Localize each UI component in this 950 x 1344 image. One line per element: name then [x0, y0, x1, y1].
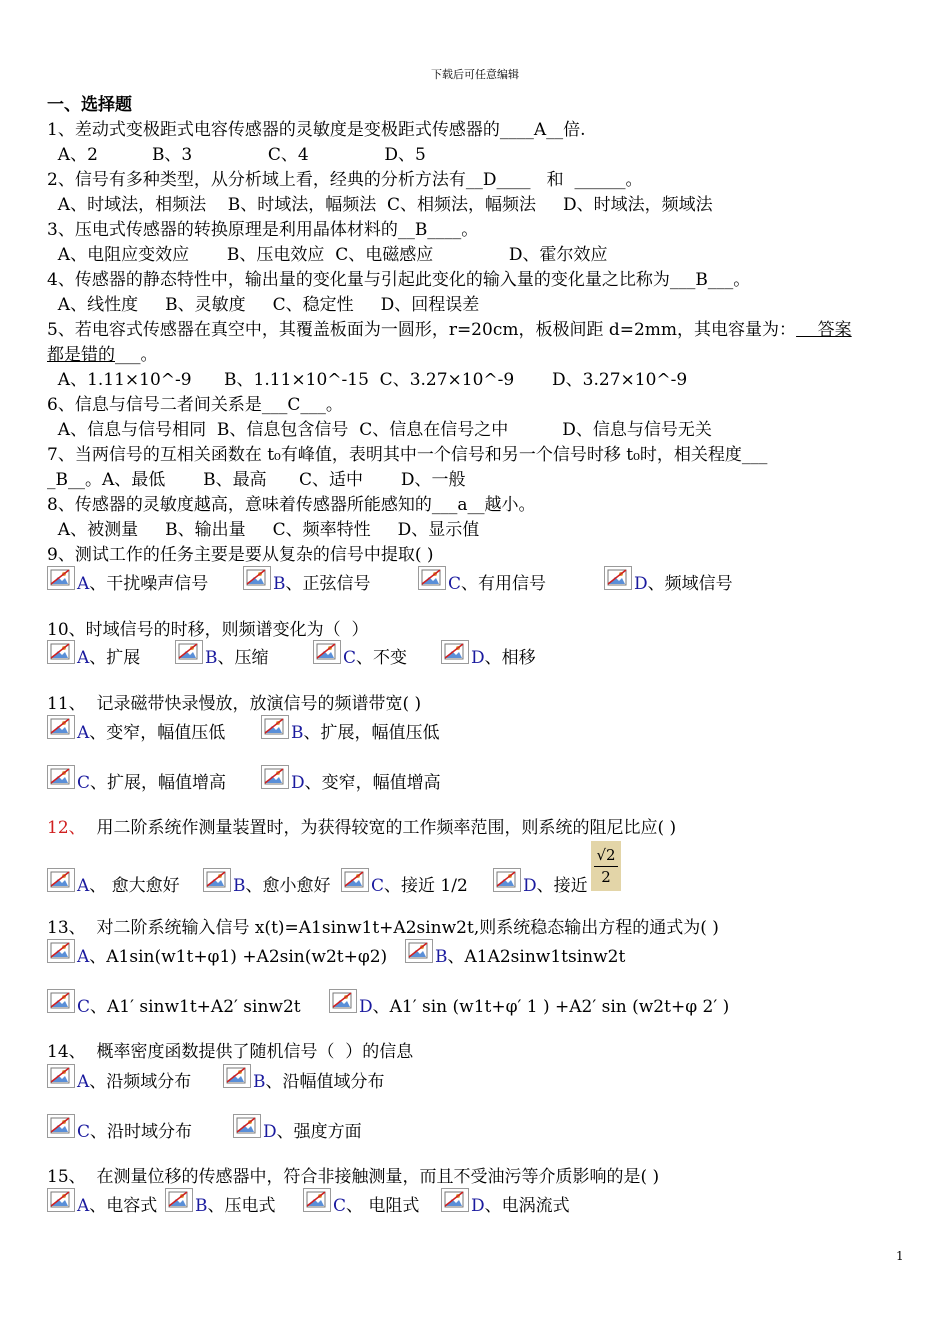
question-11: 11、 记录磁带快录慢放，放演信号的频谱带宽( ) — [47, 694, 422, 714]
broken-image-icon — [47, 868, 75, 892]
question-12 — [47, 818, 676, 838]
broken-image-icon — [47, 939, 75, 963]
question-14: 14、 概率密度函数提供了随机信号（ ）的信息 — [47, 1042, 414, 1062]
option-text: 、干扰噪声信号 — [89, 574, 209, 594]
option-text: 、 愈大愈好 — [89, 876, 180, 896]
broken-image-icon — [604, 566, 632, 590]
option-text: 、沿时域分布 — [90, 1122, 193, 1142]
question-9: 9、测试工作的任务主要是要从复杂的信号中提取( ) — [47, 545, 434, 565]
q9-option-a — [77, 574, 208, 594]
q12-option-d — [523, 876, 588, 896]
broken-image-icon — [47, 1188, 75, 1212]
option-text: 、强度方面 — [276, 1122, 362, 1142]
option-text: 、有用信号 — [461, 574, 547, 594]
option-letter: B — [253, 1072, 266, 1092]
option-text: 、 电阻式 — [346, 1196, 420, 1216]
q10-option-c — [343, 648, 407, 668]
option-text: 、变窄，幅值增高 — [304, 773, 441, 793]
option-text: 、不变 — [356, 648, 408, 668]
option-text: 、正弦信号 — [285, 574, 371, 594]
question-5-blank: ___。 — [115, 345, 158, 365]
q9-option-b — [273, 574, 371, 594]
q13-option-b — [435, 947, 625, 967]
question-5-options: A、1.11×10^-9 B、1.11×10^-15 C、3.27×10^-9 D、3.27×10^-9 — [47, 370, 688, 390]
question-4: 4、传感器的静态特性中，输出量的变化量与引起此变化的输入量的变化量之比称为___B___。 — [47, 270, 751, 290]
broken-image-icon — [313, 640, 341, 664]
option-text: 、接近 — [536, 876, 588, 896]
option-letter: C — [77, 773, 91, 793]
option-letter: A — [77, 876, 90, 896]
question-15: 15、 在测量位移的传感器中，符合非接触测量，而且不受油污等介质影响的是( ) — [47, 1167, 660, 1187]
q9-option-d — [634, 574, 733, 594]
option-letter: A — [77, 723, 90, 743]
question-5 — [47, 320, 852, 340]
option-letter: B — [233, 876, 246, 896]
broken-image-icon — [261, 715, 289, 739]
option-letter: A — [77, 1196, 90, 1216]
option-letter: C — [77, 997, 91, 1017]
question-5-answer-note: 答案 — [796, 320, 852, 340]
option-letter: B — [205, 648, 218, 668]
question-7-cont: _B__。A、最低 B、最高 C、适中 D、一般 — [47, 470, 466, 490]
option-text: 、压缩 — [217, 648, 269, 668]
option-letter: D — [523, 876, 537, 896]
q11-option-c — [77, 773, 226, 793]
broken-image-icon — [175, 640, 203, 664]
option-text: 、A1A2sinw1tsinw2t — [447, 947, 626, 967]
q10-option-b — [205, 648, 269, 668]
option-letter: D — [471, 1196, 485, 1216]
option-text: 、扩展，幅值压低 — [303, 723, 440, 743]
q11-option-a — [77, 723, 225, 743]
broken-image-icon — [47, 1064, 75, 1088]
option-text: 、A1′ sinw1t+A2′ sinw2t — [90, 997, 301, 1017]
option-text: 、相移 — [484, 648, 536, 668]
question-2-options: A、时域法，相频法 B、时域法，幅频法 C、相频法，幅频法 D、时域法，频域法 — [47, 195, 713, 215]
option-letter: D — [263, 1122, 277, 1142]
option-letter: A — [77, 1072, 90, 1092]
question-12-number: 12、 — [47, 818, 86, 838]
question-1: 1、差动式变极距式电容传感器的灵敏度是变极距式传感器的____A__倍. — [47, 120, 586, 140]
page-header: 下载后可任意编辑 — [431, 68, 519, 81]
broken-image-icon — [418, 566, 446, 590]
option-text: 、沿幅值域分布 — [265, 1072, 385, 1092]
q14-option-a — [77, 1072, 191, 1092]
question-1-options: A、2 B、3 C、4 D、5 — [47, 145, 426, 165]
section-title: 一、选择题 — [47, 95, 132, 115]
question-4-options: A、线性度 B、灵敏度 C、稳定性 D、回程误差 — [47, 295, 480, 315]
q10-option-d — [471, 648, 536, 668]
broken-image-icon — [165, 1188, 193, 1212]
question-8-options: A、被测量 B、输出量 C、频率特性 D、显示值 — [47, 520, 480, 540]
question-8: 8、传感器的灵敏度越高，意味着传感器所能感知的___a__越小。 — [47, 495, 536, 515]
question-3: 3、压电式传感器的转换原理是利用晶体材料的__B____。 — [47, 220, 479, 240]
option-letter: A — [77, 574, 90, 594]
option-text: 、A1′ sin (w1t+φ′ 1 ) +A2′ sin (w2t+φ 2′ ) — [372, 997, 730, 1017]
option-text: 、愈小愈好 — [245, 876, 331, 896]
option-letter: D — [291, 773, 305, 793]
q14-option-d — [263, 1122, 362, 1142]
formula-numerator: √2 — [594, 845, 618, 867]
q15-option-a — [77, 1196, 157, 1216]
option-letter: B — [273, 574, 286, 594]
option-text: 、沿频域分布 — [89, 1072, 192, 1092]
broken-image-icon — [303, 1188, 331, 1212]
q15-option-b — [195, 1196, 276, 1216]
q12-option-c — [371, 876, 468, 896]
broken-image-icon — [47, 1114, 75, 1138]
q14-option-b — [253, 1072, 385, 1092]
broken-image-icon — [47, 715, 75, 739]
question-6-options: A、信息与信号相同 B、信息包含信号 C、信息在信号之中 D、信息与信号无关 — [47, 420, 712, 440]
q14-option-c — [77, 1122, 192, 1142]
q15-option-d — [471, 1196, 570, 1216]
question-12-text: 用二阶系统作测量装置时，为获得较宽的工作频率范围，则系统的阻尼比应( ) — [85, 818, 677, 838]
question-7: 7、当两信号的互相关函数在 t₀有峰值，表明其中一个信号和另一个信号时移 t₀时，相关程度___ — [47, 445, 768, 465]
broken-image-icon — [243, 566, 271, 590]
question-5-text: 5、若电容式传感器在真空中，其覆盖板面为一圆形，r=20cm，板极间距 d=2mm，其电容量为： — [47, 320, 797, 340]
formula-denominator: 2 — [601, 868, 611, 886]
option-text: 、频域信号 — [647, 574, 733, 594]
option-text: 、扩展 — [89, 648, 141, 668]
q12-option-b — [233, 876, 331, 896]
option-text: 、变窄，幅值压低 — [89, 723, 226, 743]
question-2: 2、信号有多种类型，从分析域上看，经典的分析方法有__D____ 和 ______。 — [47, 170, 643, 190]
option-letter: D — [359, 997, 373, 1017]
option-letter: B — [435, 947, 448, 967]
q11-option-b — [291, 723, 440, 743]
option-letter: B — [195, 1196, 208, 1216]
question-13: 13、 对二阶系统输入信号 x(t)=A1sinw1t+A2sinw2t,则系统稳态输出方程的通式为( ) — [47, 918, 719, 938]
broken-image-icon — [223, 1064, 251, 1088]
q11-option-d — [291, 773, 441, 793]
option-letter: C — [343, 648, 357, 668]
q13-option-c — [77, 997, 301, 1017]
q9-option-c — [448, 574, 546, 594]
broken-image-icon — [47, 566, 75, 590]
question-5-cont — [47, 345, 158, 365]
option-letter: B — [291, 723, 304, 743]
page-number: 1 — [896, 1249, 904, 1263]
option-letter: C — [448, 574, 462, 594]
option-letter: A — [77, 648, 90, 668]
broken-image-icon — [203, 868, 231, 892]
broken-image-icon — [47, 989, 75, 1013]
question-10: 10、时域信号的时移，则频谱变化为（ ） — [47, 620, 369, 640]
q13-option-a — [77, 947, 387, 967]
option-text: 、电涡流式 — [484, 1196, 570, 1216]
q13-option-d — [359, 997, 729, 1017]
broken-image-icon — [493, 868, 521, 892]
broken-image-icon — [441, 640, 469, 664]
broken-image-icon — [47, 640, 75, 664]
option-text: 、压电式 — [207, 1196, 276, 1216]
broken-image-icon — [341, 868, 369, 892]
broken-image-icon — [261, 765, 289, 789]
question-3-options: A、电阻应变效应 B、压电效应 C、电磁感应 D、霍尔效应 — [47, 245, 608, 265]
q15-option-c — [333, 1196, 419, 1216]
option-letter: D — [471, 648, 485, 668]
option-text: 、电容式 — [89, 1196, 158, 1216]
option-text: 、A1sin(w1t+φ1) +A2sin(w2t+φ2) — [89, 947, 388, 967]
broken-image-icon — [47, 765, 75, 789]
option-letter: C — [77, 1122, 91, 1142]
sqrt2-over-2-formula — [591, 841, 621, 891]
q10-option-a — [77, 648, 140, 668]
broken-image-icon — [405, 939, 433, 963]
broken-image-icon — [441, 1188, 469, 1212]
option-letter: A — [77, 947, 90, 967]
option-text: 、扩展，幅值增高 — [90, 773, 227, 793]
q12-option-a — [77, 876, 180, 896]
broken-image-icon — [233, 1114, 261, 1138]
option-letter: C — [333, 1196, 347, 1216]
option-letter: C — [371, 876, 385, 896]
option-letter: D — [634, 574, 648, 594]
question-5-answer-note-cont: 都是错的 — [47, 345, 115, 365]
broken-image-icon — [329, 989, 357, 1013]
question-6: 6、信息与信号二者间关系是___C___。 — [47, 395, 343, 415]
option-text: 、接近 1/2 — [384, 876, 468, 896]
